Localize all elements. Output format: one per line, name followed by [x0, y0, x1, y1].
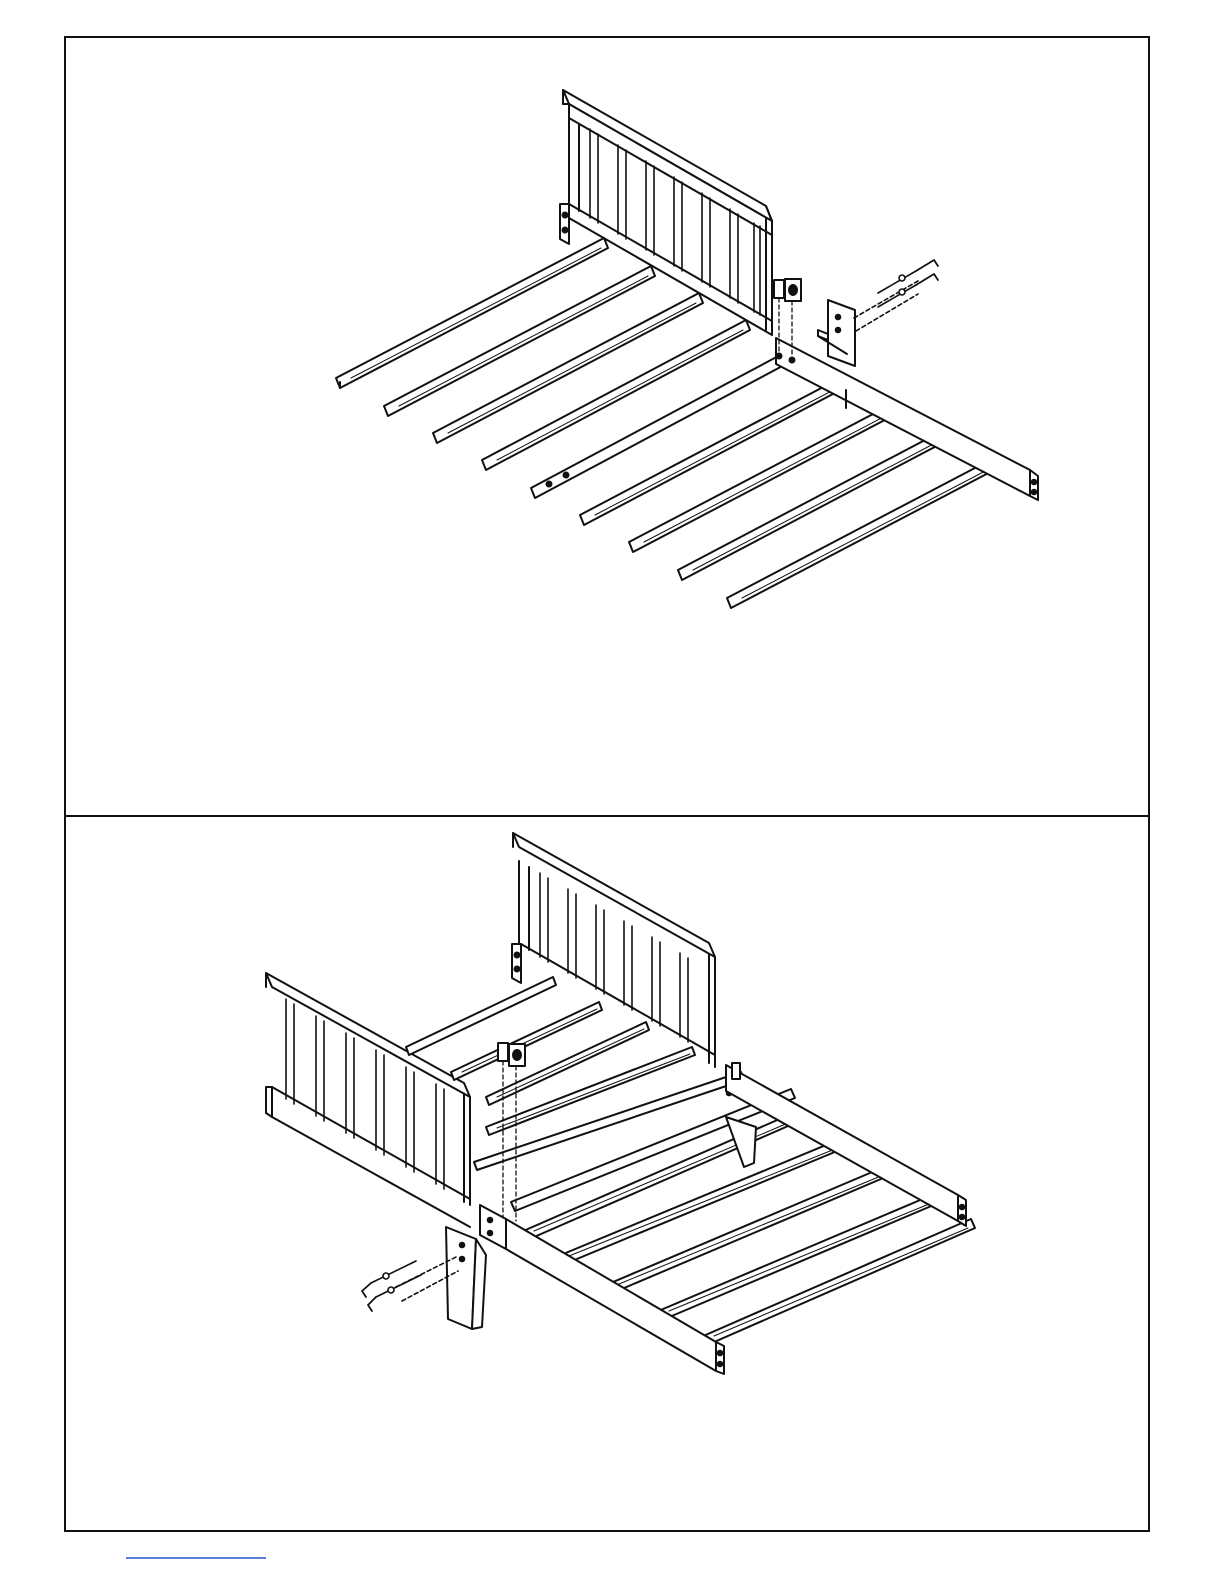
assembly-step-2	[66, 817, 1148, 1530]
side-rail-front	[480, 1205, 724, 1374]
assembly-step-1	[66, 38, 1148, 814]
footer-rule	[126, 1557, 266, 1559]
leg-icon	[818, 300, 855, 366]
allen-key-icon	[362, 1283, 376, 1311]
footboard	[266, 973, 470, 1227]
step-2-illustration	[66, 817, 1148, 1530]
side-rail	[776, 338, 1038, 500]
bolt-icon	[371, 1257, 458, 1301]
leg-icon	[446, 1227, 486, 1329]
side-rail-back	[726, 1063, 966, 1226]
step-1-illustration	[66, 38, 1148, 814]
bolt-icon	[854, 271, 918, 331]
bracket-icon	[498, 1043, 525, 1221]
allen-key-icon	[916, 260, 938, 285]
